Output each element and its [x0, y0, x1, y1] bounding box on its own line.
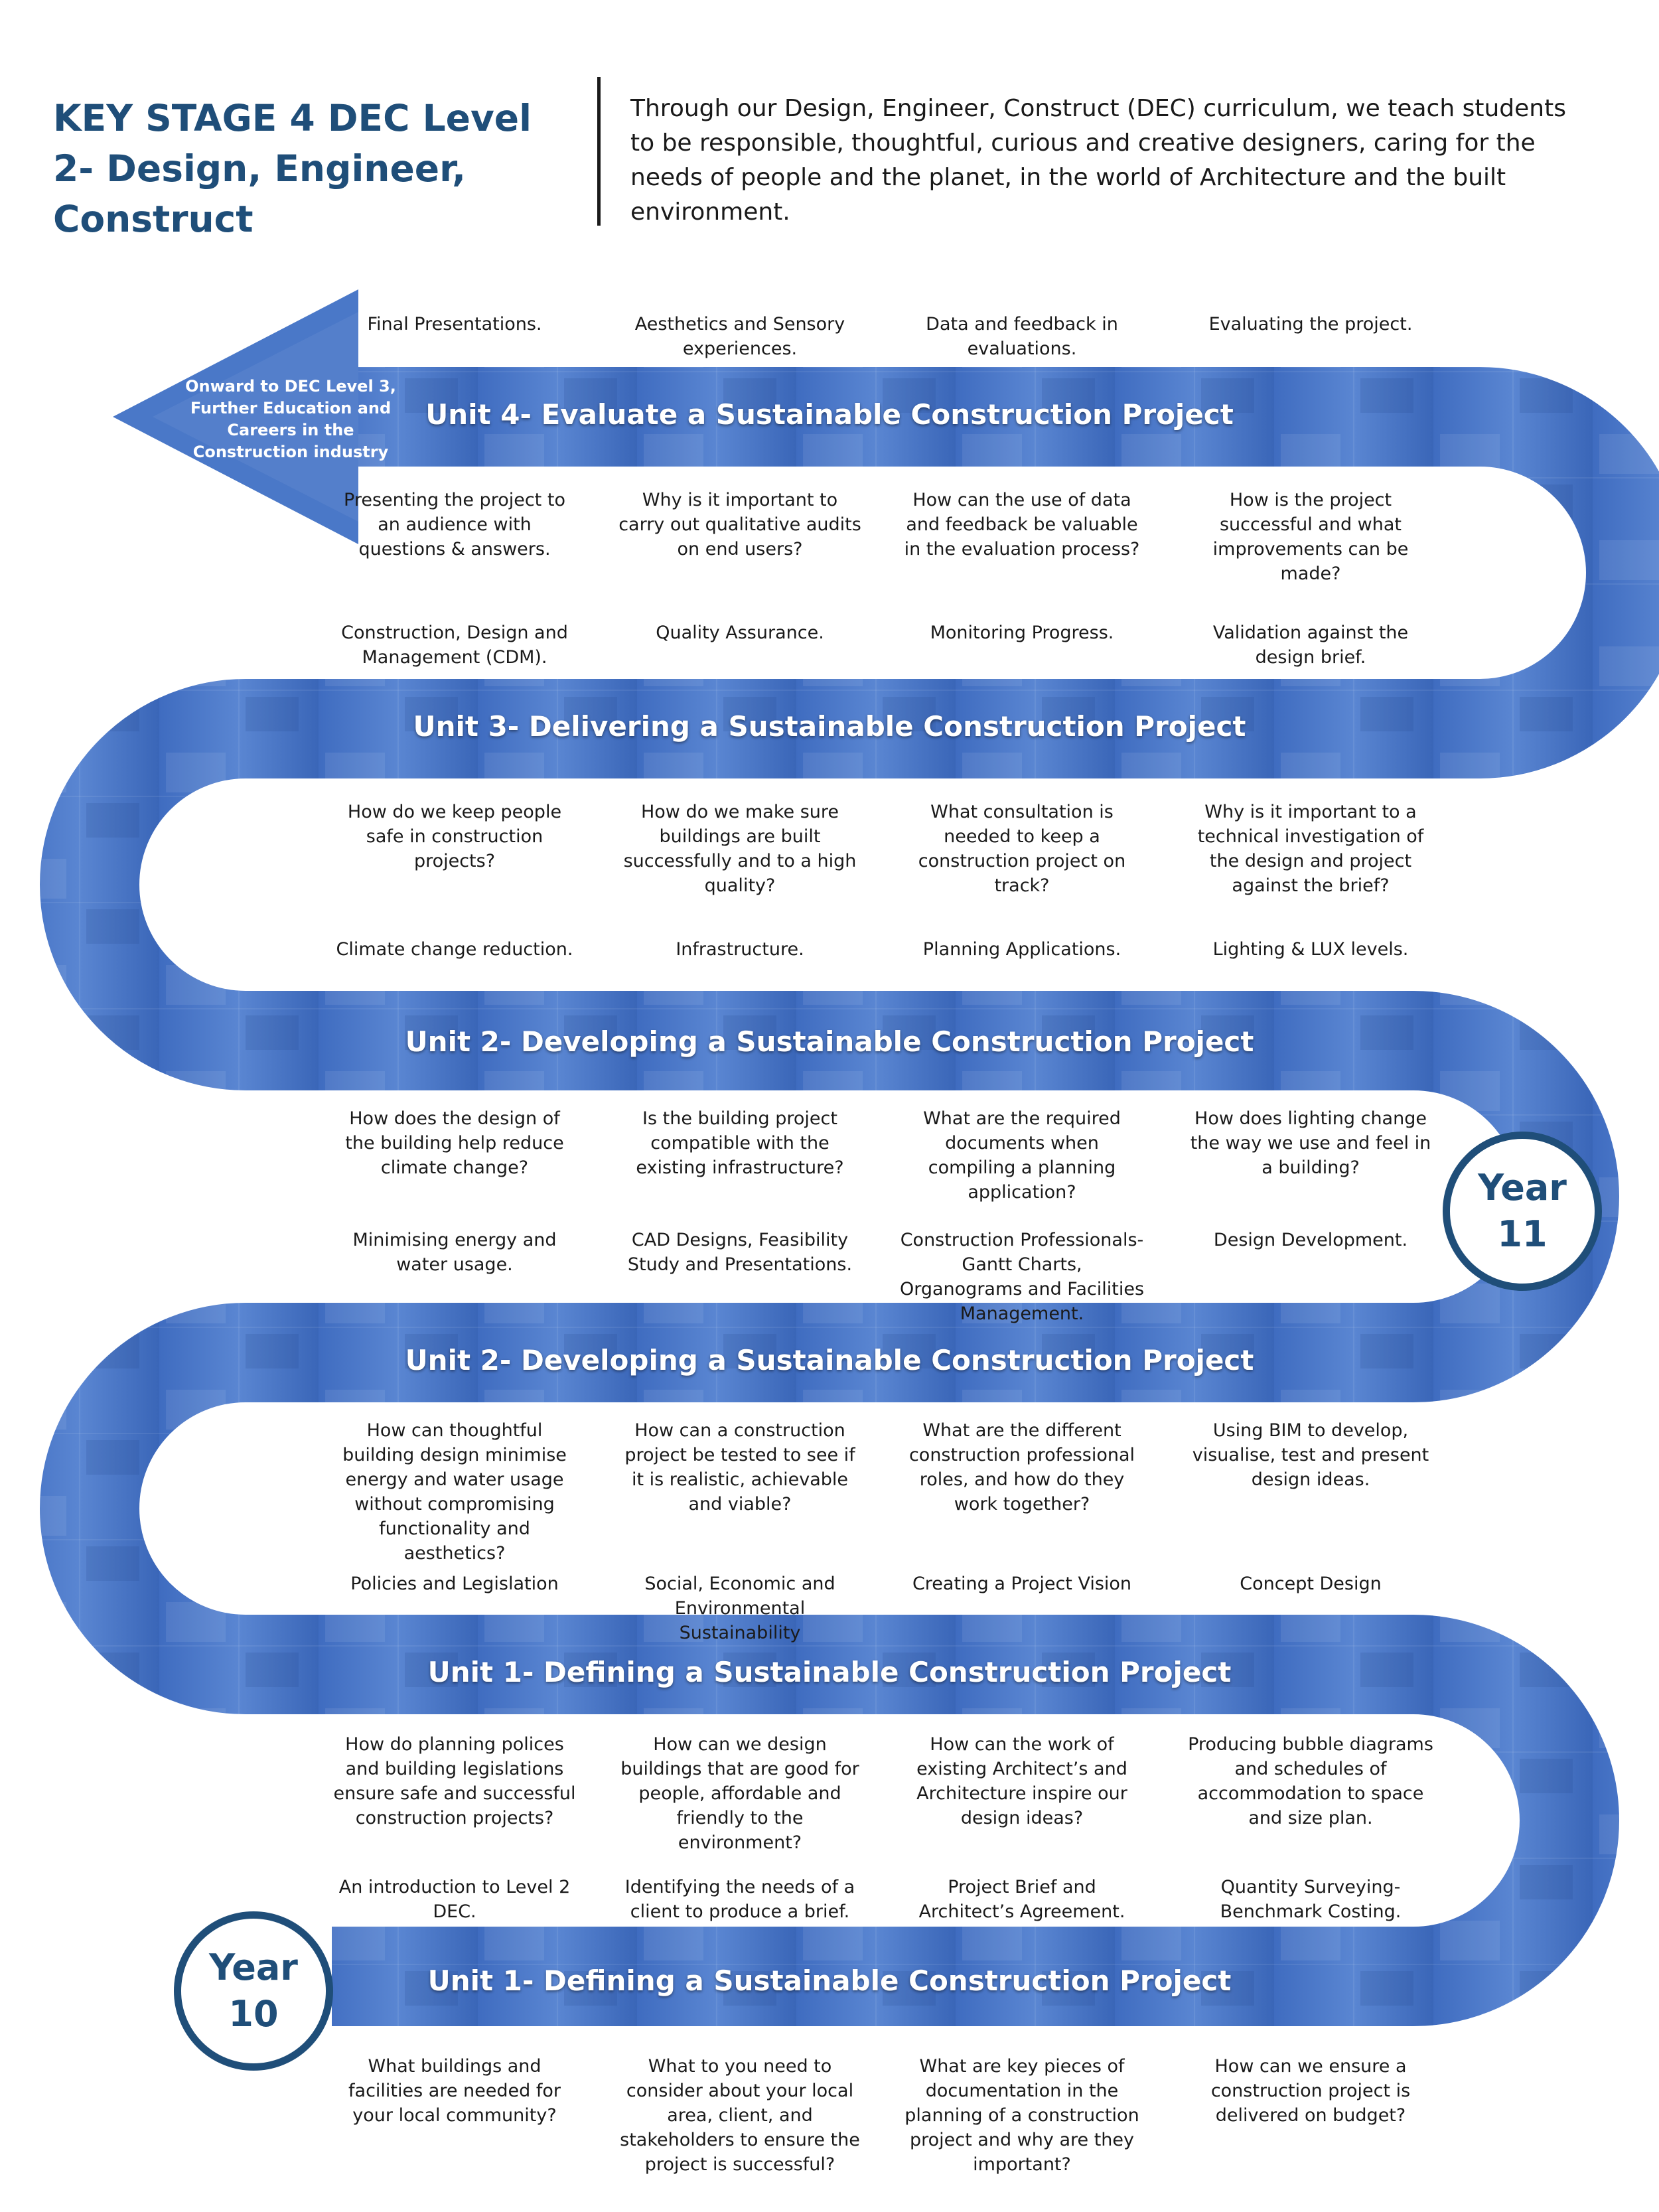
question-label: How can we design buildings that are good for people, affordable and friendly to the environment? [620, 1734, 859, 1853]
question-label: How can the use of data and feedback be valuable in the evaluation process? [904, 490, 1140, 559]
topic-label: Infrastructure. [676, 939, 804, 960]
topic-label: Validation against the design brief. [1212, 623, 1409, 668]
unit-title: Unit 2- Developing a Sustainable Construction Project [405, 1344, 1254, 1376]
topic-label: Monitoring Progress. [930, 623, 1114, 643]
unit-title: Unit 3- Delivering a Sustainable Construction Project [413, 710, 1246, 743]
topic-label: Climate change reduction. [336, 939, 573, 960]
onward-label: Onward to DEC Level 3, Further Education and Careers in the Construction industry [185, 377, 396, 461]
topic-label: Aesthetics and Sensory experiences. [634, 314, 845, 359]
unit-title: Unit 1- Defining a Sustainable Construction Project [427, 1656, 1232, 1688]
topic-label: Quality Assurance. [656, 623, 824, 643]
question-label: What to you need to consider about your local area, client, and stakeholders to ensure the project is successful? [620, 2056, 860, 2175]
topic-label: Construction Professionals- Gantt Charts, Organograms and Facilities Management. [899, 1230, 1145, 1324]
topic-label: Social, Economic and Environmental Sustainability [644, 1574, 835, 1643]
topic-label: Construction, Design and Management (CDM). [341, 623, 568, 668]
year-10-badge [174, 1911, 333, 2071]
topic-label: Lighting & LUX levels. [1212, 939, 1409, 960]
topic-label: Identifying the needs of a client to produce a brief. [624, 1877, 855, 1922]
topic-label: Quantity Surveying- Benchmark Costing. [1220, 1877, 1402, 1922]
question-label: How does lighting change the way we use and feel in a building? [1190, 1108, 1431, 1178]
question-label: Producing bubble diagrams and schedules of accommodation to space and size plan. [1188, 1734, 1433, 1828]
page-title: KEY STAGE 4 DEC Level 2- Design, Engineer, Construct [53, 97, 532, 240]
topic-label: Evaluating the project. [1208, 314, 1413, 334]
question-label: What consultation is needed to keep a construction project on track? [918, 802, 1126, 896]
question-label: What are the different construction professional roles, and how do they work together? [908, 1420, 1135, 1514]
question-label: What are key pieces of documentation in the planning of a construction project and why are they important? [904, 2056, 1139, 2175]
question-label: How does the design of the building help reduce climate change? [345, 1108, 564, 1178]
question-label: Is the building project compatible with the existing infrastructure? [636, 1108, 844, 1178]
topic-label: CAD Designs, Feasibility Study and Presentations. [627, 1230, 853, 1275]
topic-label: Creating a Project Vision [912, 1574, 1132, 1594]
intro-paragraph: Through our Design, Engineer, Construct (DEC) curriculum, we teach students to be responsible, thoughtful, curious and creative designers, caring for the needs of people and the planet, in the world of Architecture and the built environment. [630, 95, 1566, 226]
topic-label: Minimising energy and water usage. [352, 1230, 557, 1275]
topic-label: Project Brief and Architect’s Agreement. [918, 1877, 1125, 1922]
question-label: How can a construction project be tested to see if it is realistic, achievable and viable? [624, 1420, 855, 1514]
question-label: How do we make sure buildings are built successfully and to a high quality? [623, 802, 857, 896]
question-label: Why is it important to carry out qualitative audits on end users? [618, 490, 861, 559]
question-label: How can we ensure a construction project is delivered on budget? [1210, 2056, 1411, 2126]
unit-title: Unit 4- Evaluate a Sustainable Construction Project [425, 398, 1234, 431]
question-label: How can the work of existing Architect’s and Architecture inspire our design ideas? [916, 1734, 1127, 1828]
topic-label: Planning Applications. [922, 939, 1121, 960]
question-label: How do planning polices and building legislations ensure safe and successful construction projects? [333, 1734, 576, 1828]
topic-label: Data and feedback in evaluations. [926, 314, 1118, 359]
question-label: Presenting the project to an audience with questions & answers. [344, 490, 565, 559]
topic-label: Design Development. [1213, 1230, 1408, 1250]
question-label: How do we keep people safe in construction projects? [347, 802, 562, 871]
unit-title: Unit 1- Defining a Sustainable Construction Project [427, 1964, 1232, 1997]
topic-label: Concept Design [1240, 1574, 1382, 1594]
year-10-label: Year [209, 1947, 298, 1988]
year-11-badge [1443, 1132, 1602, 1291]
year-11-label: Year [1478, 1167, 1567, 1209]
unit-title: Unit 2- Developing a Sustainable Construction Project [405, 1025, 1254, 1058]
topic-label: An introduction to Level 2 DEC. [338, 1877, 571, 1922]
question-label: Why is it important to a technical investigation of the design and project against the brief? [1197, 802, 1424, 896]
question-label: What are the required documents when compiling a planning application? [923, 1108, 1121, 1203]
topic-label: Final Presentations. [367, 314, 542, 334]
year-10-number: 10 [228, 1993, 279, 2035]
question-label: How is the project successful and what improvements can be made? [1212, 490, 1409, 584]
question-label: How can thoughtful building design minimise energy and water usage without compromising functionality and aesthetics? [342, 1420, 567, 1564]
question-label: Using BIM to develop, visualise, test and present design ideas. [1192, 1420, 1429, 1490]
question-label: What buildings and facilities are needed for your local community? [348, 2056, 561, 2126]
topic-label: Policies and Legislation [350, 1574, 559, 1594]
year-11-number: 11 [1497, 1213, 1548, 1255]
